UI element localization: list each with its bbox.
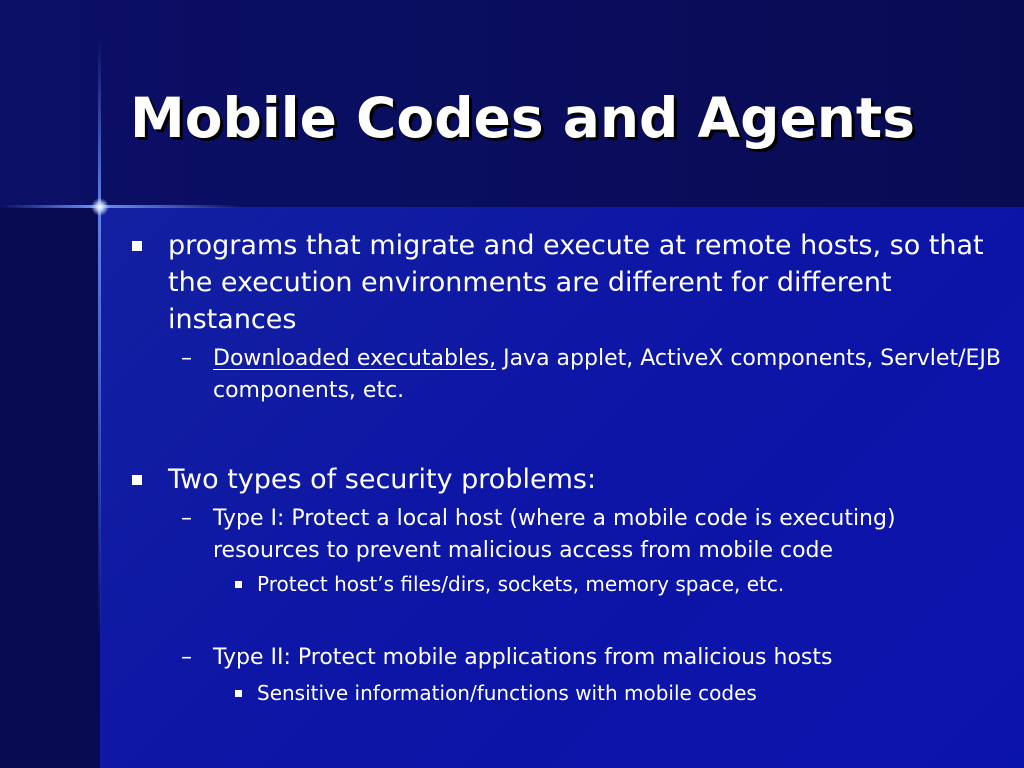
sub-bullet-item: [181, 642, 1008, 674]
sub-bullet-item: [181, 343, 1008, 407]
bullet-item: [168, 461, 1008, 498]
dash-bullet: –: [181, 346, 192, 371]
sub-bullet-text: Java applet, ActiveX components, Servlet/EJB components, etc.: [213, 346, 1001, 403]
sub-sub-bullet-text: Protect host’s files/dirs, sockets, memory space, etc.: [257, 572, 785, 596]
sub-bullet-text: Type I: Protect a local host (where a mobile code is executing) resources to prevent malicious access from mobile code: [213, 506, 896, 563]
dash-bullet: –: [181, 506, 192, 531]
bullet-text: programs that migrate and execute at remote hosts, so that the execution environments are different for different instances: [168, 230, 984, 335]
square-bullet-icon: [132, 475, 142, 485]
square-bullet-icon: [235, 690, 242, 697]
sub-sub-bullet-item: [257, 570, 997, 598]
dash-bullet: –: [181, 645, 192, 670]
square-bullet-icon: [235, 581, 242, 588]
sub-bullet-item: [181, 503, 1008, 567]
slide-title: Mobile Codes and Agents: [130, 86, 915, 150]
sub-sub-bullet-text: Sensitive information/functions with mobile codes: [257, 681, 757, 705]
bullet-item: [168, 227, 1008, 338]
sub-sub-bullet-item: [257, 679, 997, 707]
square-bullet-icon: [132, 241, 142, 251]
bullet-text: Two types of security problems:: [168, 464, 597, 495]
underlined-text: Downloaded executables,: [213, 346, 497, 371]
sub-bullet-text: Type II: Protect mobile applications from malicious hosts: [213, 645, 833, 670]
